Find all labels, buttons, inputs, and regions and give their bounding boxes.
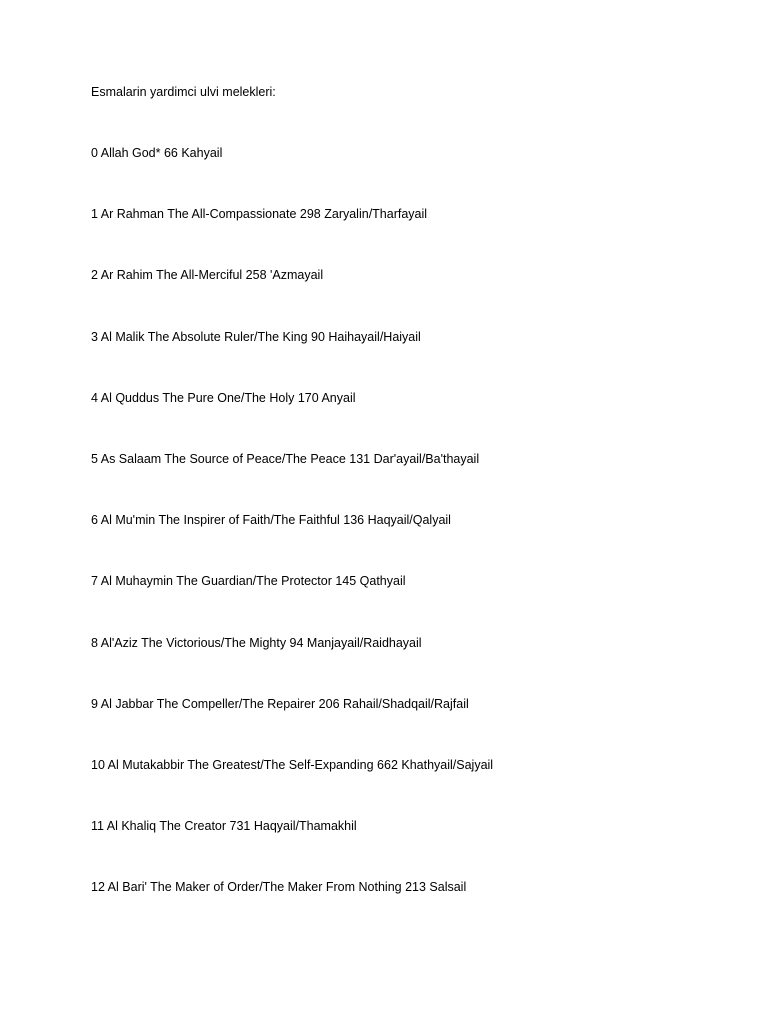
list-item: 10 Al Mutakabbir The Greatest/The Self-Expanding 662 Khathyail/Sajyail bbox=[91, 757, 494, 772]
list-item: 3 Al Malik The Absolute Ruler/The King 90 Haihayail/Haiyail bbox=[91, 329, 421, 344]
list-item: 4 Al Quddus The Pure One/The Holy 170 Anyail bbox=[91, 390, 356, 405]
list-item: 9 Al Jabbar The Compeller/The Repairer 206 Rahail/Shadqail/Rajfail bbox=[91, 696, 469, 711]
document-heading: Esmalarin yardimci ulvi melekleri: bbox=[91, 85, 276, 99]
list-item: 5 As Salaam The Source of Peace/The Peace 131 Dar'ayail/Ba'thayail bbox=[91, 451, 480, 466]
list-item: 7 Al Muhaymin The Guardian/The Protector 145 Qathyail bbox=[91, 574, 406, 589]
list-item: 11 Al Khaliq The Creator 731 Haqyail/Thamakhil bbox=[91, 819, 357, 834]
list-item: 1 Ar Rahman The All-Compassionate 298 Zaryalin/Tharfayail bbox=[91, 207, 428, 222]
list-item: 8 Al'Aziz The Victorious/The Mighty 94 Manjayail/Raidhayail bbox=[91, 635, 422, 650]
list-item: 2 Ar Rahim The All-Merciful 258 'Azmayail bbox=[91, 268, 324, 283]
list-item: 0 Allah God* 66 Kahyail bbox=[91, 146, 223, 160]
list-item: 12 Al Bari' The Maker of Order/The Maker From Nothing 213 Salsail bbox=[91, 880, 467, 895]
entry-list bbox=[91, 145, 493, 940]
list-item: 6 Al Mu'min The Inspirer of Faith/The Faithful 136 Haqyail/Qalyail bbox=[91, 513, 451, 528]
